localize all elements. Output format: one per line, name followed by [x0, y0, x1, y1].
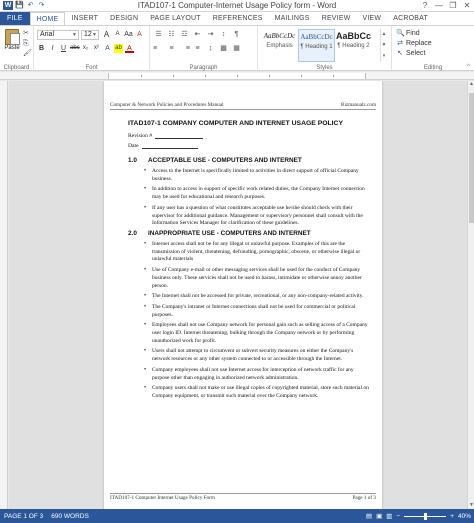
title-bar [0, 0, 474, 12]
horizontal-ruler[interactable] [0, 72, 474, 80]
font-name-value: Arial [40, 31, 55, 38]
clipboard-group [0, 26, 34, 72]
ribbon [0, 25, 474, 71]
font-top-row [102, 30, 144, 39]
date-label: Date [128, 143, 139, 149]
restore-button[interactable]: ❐ [449, 1, 457, 10]
save-icon[interactable]: 💾 [15, 2, 24, 9]
list-item: • The Internet shall not be accessed for private, recreational, or any non-company-related activity. [144, 293, 369, 301]
numbering-icon[interactable]: ☷ [168, 31, 175, 38]
section-number: 1.0 [128, 157, 137, 164]
ribbon-tabs [0, 12, 474, 25]
tab-acrobat[interactable]: ACROBAT [393, 15, 428, 22]
font-name-select[interactable] [37, 30, 79, 40]
list-item: • Use of Company e-mail or other messaging services shall be used for the conduct of Company business only. These services shall not be used to harass, intimidate or otherwise annoy another person. [144, 267, 369, 290]
multilevel-list-icon[interactable]: ☲ [181, 31, 188, 38]
clear-formatting-icon[interactable]: A [137, 31, 142, 38]
select-icon: ↖ [397, 50, 403, 57]
word-logo-icon: W [4, 2, 12, 9]
change-case-icon[interactable]: Aa [124, 31, 133, 38]
paste-label: Paste [4, 45, 20, 51]
scroll-down-icon[interactable]: ▼ [469, 502, 474, 508]
tab-design[interactable]: DESIGN [110, 15, 139, 22]
align-left-icon[interactable]: ≡ [153, 45, 158, 52]
paragraph-group [150, 26, 258, 72]
page-header [110, 102, 376, 110]
superscript-button[interactable]: x² [94, 45, 99, 51]
list-item: • Access to the Internet is specifically limited to activities in direct support of official Company business. [144, 168, 369, 183]
document-area[interactable] [9, 81, 467, 509]
window-title: ITAD107-1 Computer-Internet Usage Policy form - Word [137, 1, 337, 10]
date-line[interactable] [142, 144, 198, 149]
page-footer [110, 493, 376, 501]
editing-group-label: Editing [423, 65, 443, 71]
ruler-tick [205, 75, 206, 77]
undo-icon[interactable]: ↶ [27, 2, 34, 9]
scroll-up-icon[interactable]: ▲ [469, 81, 474, 87]
tab-view[interactable]: VIEW [362, 15, 382, 22]
chevron-down-icon: ▼ [72, 32, 77, 38]
list-item: • Company users shall not make or use illegal copies of copyrighted material, store such material on Company equipment, or transmit such material over the Company network. [144, 385, 369, 400]
zoom-slider[interactable] [404, 516, 446, 517]
ruler-tick [333, 75, 334, 77]
list-item: • Users shall not attempt to circumvent or subvert security measures on either the Company's network resources or any other system connected to or accessible through the Internet. [144, 348, 369, 363]
style-name: ¶ Heading 1 [300, 44, 333, 50]
subscript-button[interactable]: x₂ [82, 45, 89, 51]
ruler-tick [173, 75, 174, 77]
style-emphasis[interactable] [261, 29, 298, 62]
ruler-tick [141, 75, 142, 77]
document-page[interactable] [104, 81, 382, 509]
header-left-text: Computer & Network Policies and Procedures Manual [110, 102, 224, 108]
style-sample: AaBbCcDc [300, 33, 333, 41]
styles-gallery [261, 29, 379, 62]
scrollbar-thumb[interactable] [469, 93, 474, 223]
document-title: ITAD107-1 COMPANY COMPUTER AND INTERNET USAGE POLICY [128, 120, 344, 127]
replace-label: Replace [406, 40, 432, 47]
zoom-in-button[interactable]: + [450, 512, 454, 520]
minimize-button[interactable]: — [435, 1, 443, 10]
section-1-bullets [144, 168, 369, 231]
underline-button[interactable]: U [60, 45, 67, 52]
grow-font-icon[interactable]: A [103, 30, 110, 39]
select-button[interactable] [396, 49, 425, 58]
list-item: • If any user has a question of what constitutes acceptable use he/she should check with their supervisor for additional guidance. Management or supervisory personnel shall consult with the Information Services Manager for clarification of these guidelines. [144, 205, 369, 228]
font-bottom-row [37, 44, 134, 53]
section-heading [128, 230, 311, 237]
zoom-slider-knob[interactable] [424, 513, 427, 520]
status-bar [0, 509, 474, 523]
style-sample: AaBbCc [335, 31, 371, 41]
list-item: • The Company's intranet or Internet connections shall not be used for commercial or political purposes. [144, 304, 369, 319]
style-heading-1[interactable] [298, 29, 335, 62]
window-controls [418, 0, 474, 12]
tab-file[interactable]: FILE [0, 12, 30, 25]
revision-line[interactable] [155, 134, 203, 139]
quick-access-toolbar [0, 0, 46, 12]
italic-button[interactable]: I [51, 45, 54, 52]
font-group [34, 26, 150, 72]
vertical-ruler[interactable] [0, 81, 8, 509]
style-sample: AaBbCcDc [263, 32, 296, 40]
list-item: • In addition to access in support of specific work related duties, the Company Internet connection may be used for educational and research purposes. [144, 186, 369, 201]
footer-right-text: Page 1 of 3 [352, 495, 376, 501]
bullets-icon[interactable]: ☰ [155, 31, 162, 38]
font-size-select[interactable] [81, 30, 99, 40]
align-center-icon[interactable]: ≡ [169, 45, 174, 52]
zoom-out-button[interactable]: − [396, 512, 401, 520]
shrink-font-icon[interactable]: A [115, 31, 120, 37]
copy-icon[interactable]: ⎘ [23, 40, 29, 47]
decrease-indent-icon[interactable]: ⇤ [194, 31, 201, 38]
clipboard-group-label: Clipboard [3, 65, 30, 71]
section-title: INAPPROPRIATE USE - COMPUTERS AND INTERNET [148, 230, 311, 237]
strikethrough-button[interactable]: abc [70, 45, 80, 51]
shading-icon[interactable]: ▩ [220, 45, 227, 52]
font-size-value: 12 [84, 31, 92, 38]
bold-button[interactable]: B [38, 45, 45, 52]
list-item: • Internet access shall not be for any illegal or unlawful purpose. Examples of this are the transmission of violent, threatening, defrauding, pornographic, obscene, or otherwise illegal or unlawful materials [144, 241, 369, 264]
styles-group-label: Styles [316, 65, 333, 71]
section-title: ACCEPTABLE USE - COMPUTERS AND INTERNET [148, 157, 302, 164]
sort-icon[interactable]: ↕ [221, 31, 226, 38]
show-formatting-icon[interactable]: ¶ [234, 31, 239, 38]
section-2-bullets [144, 241, 369, 404]
find-label: Find [406, 30, 420, 37]
vertical-scrollbar[interactable] [467, 81, 474, 509]
header-right-text: Bizmanualz.com [340, 102, 376, 108]
web-layout-icon[interactable]: ▥ [386, 513, 393, 520]
font-color-icon[interactable]: A [125, 44, 134, 53]
styles-scroll[interactable]: ▲ ▼ ▾ [380, 29, 387, 62]
close-button[interactable]: ✕ [463, 1, 471, 10]
find-button[interactable] [396, 29, 420, 38]
tab-page-layout[interactable]: PAGE LAYOUT [150, 15, 201, 22]
style-heading-2[interactable] [335, 29, 372, 62]
section-heading [128, 157, 302, 164]
search-icon: 🔍 [396, 30, 405, 37]
ruler-tick [237, 75, 238, 77]
date-field [128, 143, 198, 149]
replace-button[interactable] [396, 39, 432, 48]
highlight-icon[interactable]: ab [115, 45, 122, 51]
styles-group [258, 26, 392, 72]
paragraph-group-label: Paragraph [189, 65, 218, 71]
format-painter-icon[interactable]: 🖌 [23, 50, 32, 57]
style-name: ¶ Heading 2 [337, 43, 370, 49]
tab-insert[interactable]: INSERT [71, 15, 99, 22]
zoom-level[interactable]: 40% [457, 512, 471, 520]
chevron-down-icon: ▼ [92, 32, 97, 38]
revision-field [128, 133, 203, 139]
page-count-status[interactable]: PAGE 1 OF 3 [4, 512, 44, 520]
paragraph-bottom-row [153, 44, 242, 53]
replace-icon: ⇄ [397, 40, 403, 47]
list-item: • Employees shall not use Company network for personal gain such as selling access of a Company user login ID. Internet threatening, bulking through the Company network or by performing unauthorized work for profit. [144, 322, 369, 345]
justify-icon[interactable]: ≡ [195, 45, 200, 52]
line-spacing-icon[interactable]: ↨ [208, 45, 213, 52]
font-group-label: Font [85, 65, 98, 71]
help-button[interactable]: ? [422, 1, 428, 10]
clipboard-icon [5, 29, 19, 45]
footer-left-text: ITAD107-1 Computer Internet Usage Policy Form [110, 495, 215, 501]
paste-button[interactable] [4, 29, 20, 59]
tab-references[interactable]: REFERENCES [212, 15, 263, 22]
collapse-ribbon-icon[interactable]: ^ [467, 64, 470, 70]
tab-mailings[interactable]: MAILINGS [274, 15, 310, 22]
increase-indent-icon[interactable]: ⇥ [207, 31, 214, 38]
borders-icon[interactable]: ▦ [233, 45, 240, 52]
text-effects-icon[interactable]: A [105, 45, 110, 52]
word-count-status[interactable]: 690 WORDS [51, 512, 89, 520]
revision-label: Revision # [128, 133, 153, 139]
ruler-tick [269, 75, 270, 77]
align-right-icon[interactable]: ≡ [185, 45, 190, 52]
ruler-tick [301, 75, 302, 77]
redo-icon[interactable]: ↷ [38, 2, 45, 9]
style-name: Emphasis [266, 43, 293, 49]
zoom-controls [366, 509, 471, 523]
ruler-text-area [108, 73, 366, 79]
paragraph-top-row [153, 30, 242, 39]
tab-review[interactable]: REVIEW [321, 15, 351, 22]
section-number: 2.0 [128, 230, 137, 237]
read-mode-icon[interactable]: ▤ [365, 513, 373, 520]
editing-group [392, 26, 474, 72]
list-item: • Company employees shall not use Internet access for interception of network traffic for any purpose other than engaging in authorized network administration. [144, 367, 369, 382]
tab-home[interactable]: HOME [30, 12, 66, 25]
print-layout-icon[interactable]: ▣ [376, 513, 383, 520]
cut-icon[interactable]: ✂ [23, 30, 29, 37]
select-label: Select [406, 50, 426, 57]
